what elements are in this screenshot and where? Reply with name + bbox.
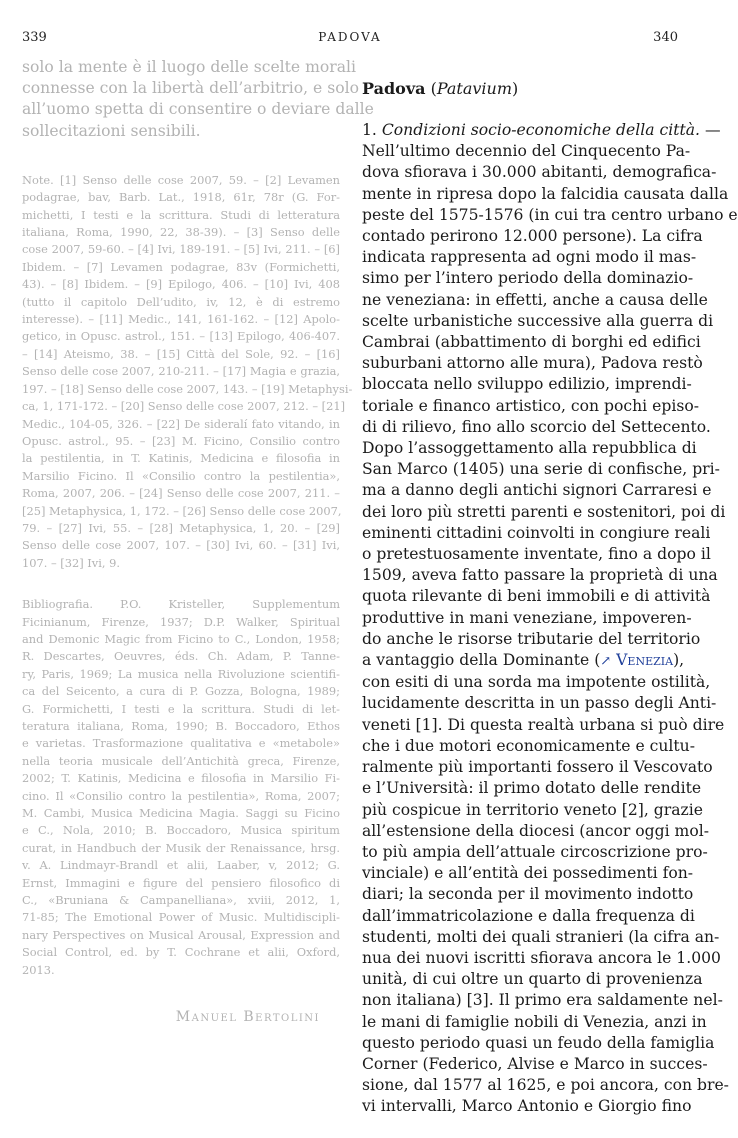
body-line: Cambrai (abbattimento di borghi ed edifici [362,333,701,352]
body-line: to più ampia dell’attuale circoscrizione pro- [362,842,708,861]
biblio-line: teratura italiana, Roma, 1990; B. Boccadoro, Ethos [22,719,340,733]
page-number-left: 339 [22,30,47,45]
note-line: Senso delle cose 2007, 107. – [30] Ivi, 60. – [31] Ivi, [22,538,340,553]
body-line: indicata rappresenta ad ogni modo il mas- [362,248,697,267]
note-line: la pestilentia, in T. Katinis, Medicina e filosofia in [22,451,340,466]
body-line: dova sfiorava i 30.000 abitanti, demografica- [362,163,717,182]
venezia-crossref-link[interactable] [600,651,673,669]
page-number-right: 340 [653,30,678,45]
biblio-line: C., «Bruniana & Campanelliana», xviii, 2012, 1, [22,893,340,908]
biblio-line: e C., Nola, 2010; B. Boccadoro, Musica spiritum [22,823,340,838]
note-line: Medic., 104-05, 326. – [22] De sideralí fato vitando, in [22,416,340,431]
right-column [362,78,738,1118]
body-line: do anche le risorse tributarie del territorio [362,629,701,648]
link-suffix: ), [673,651,685,670]
biblio-line: Social Control, ed. by T. Cochrane et alii, Oxford, [22,945,340,960]
biblio-line: e varietas. Trasformazione qualitativa e «metabole» [22,736,340,751]
body-line: vi intervalli, Marco Antonio e Giorgio fino [362,1097,692,1116]
body-line: di di rilievo, fino allo scorcio del Settecento. [362,417,711,436]
note-line: Marsilio Ficino. Il «Consilio contro la pestilentia», [22,468,340,483]
biblio-line: M. Cambi, Musica Medicina Magia. Saggi su Ficino [22,806,340,821]
body-line: veneti [1]. Di questa realtà urbana si può dire [362,715,725,734]
body-line: contado perirono 12.000 persone). La cifra [362,227,703,246]
body-line: sollecitazioni sensibili. [22,121,201,140]
biblio-line: curat, in Handbuch der Musik der Renaissance, hrsg. [22,840,340,855]
body-line: non italiana) [3]. Il primo era saldamente nel- [362,991,723,1010]
section-number: 1. [362,121,377,139]
body-line: che i due motori economicamente e cultu- [362,736,695,755]
body-line: bloccata nello sviluppo edilizio, imprendi- [362,375,692,394]
left-column [22,57,374,1026]
note-line: podagrae, bav, Barb. Lat., 1918, 61r, 78r (G. For- [22,190,340,205]
biblio-line: cino. Il «Consilio contro la pestilentia», Roma, 2007; [22,788,340,803]
body-line: Corner (Federico, Alvise e Marco in succes- [362,1054,708,1073]
body-line: dei loro più stretti parenti e sostenitori, poi di [362,502,726,521]
body-line: produttive in mani veneziane, impoveren- [362,608,692,627]
note-line: Ibidem. – [7] Levamen podagrae, 83v (Formichetti, [22,259,340,274]
body-line: toriale e financo artistico, con pochi episo- [362,396,699,415]
body-line: suburbani attorno alle mura), Padova restò [362,354,703,373]
note-line: ca, 1, 171-172. – [20] Senso delle cose 2007, 212. – [21] [22,399,346,414]
biblio-line: 71-85; The Emotional Power of Music. Multidiscipli- [22,910,340,925]
body-line: Dopo l’assoggettamento alla repubblica di [362,439,697,458]
body-line: connesse con la libertà dell’arbitrio, e solo [22,79,359,98]
entry-title-name: Padova [362,79,426,98]
body-line: solo la mente è il luogo delle scelte morali [22,58,357,76]
body-line: unità, di cui oltre un quarto di provenienza [362,970,703,989]
body-line: diari; la seconda per il movimento indotto [362,885,694,904]
note-line: getico, in Opusc. astrol., 151. – [13] Epilogo, 406-407. [22,329,340,344]
note-line: Roma, 2007, 206. – [24] Senso delle cose 2007, 211. – [22,486,340,501]
entry-title: Padova (Patavium) [362,79,519,98]
body-line: nua dei nuovi iscritti sfiorava ancora le 1.000 [362,948,721,967]
body-line: o pretestuosamente inventate, fino a dopo il [362,545,711,564]
body-line: peste del 1575-1576 (in cui tra centro urbano e [362,205,738,224]
note-line: Note. [1] Senso delle cose 2007, 59. – [2] Levamen [22,172,340,187]
body-line: e l’Università: il primo dotato delle rendite [362,779,702,798]
note-line: 107. – [32] Ivi, 9. [22,555,120,570]
note-line: (tutto il capitolo Dell’udito, iv, 12, è di estremo [22,294,340,309]
link-text: Venezia [616,651,674,670]
biblio-line: 2002; T. Katinis, Medicina e filosofia in Marsilio Fi- [22,771,340,786]
body-line: Nell’ultimo decennio del Cinquecento Pa- [362,142,691,161]
section-title: Condizioni socio-economiche della città. [381,121,701,139]
left-body [22,57,374,142]
biblio-line: 2013. [22,962,55,977]
biblio-line: v. A. Lindmayr-Brandl et alii, Laaber, v, 2012; G. [22,858,340,873]
note-line: Senso delle cose 2007, 210-211. – [17] Magia e grazia, [22,364,340,379]
body-line: scelte urbanistiche successive alla guerra di [362,311,714,330]
note-line: michetti, I testi e la scrittura. Studi di letteratura [22,207,340,222]
body-line: studenti, molti dei quali stranieri (la cifra an- [362,927,720,946]
body-line: quota rilevante di beni immobili e di attività [362,587,711,606]
body-line: ma a danno degli antichi signori Carraresi e [362,481,712,500]
arrow-northeast-icon: ↗ [600,654,612,670]
body-line: eminenti cittadini coinvolti in congiure reali [362,523,711,542]
body-line: questo periodo quasi un feudo della famiglia [362,1033,715,1052]
body-line: all’estensione della diocesi (ancor oggi mol- [362,821,709,840]
biblio-line: G. Formichetti, I testi e la scrittura. Studi di let- [22,701,340,716]
body-line: San Marco (1405) una serie di confische, pri- [362,460,720,479]
biblio-line: Ernst, Immagini e figure del pensiero filosofico di [22,875,340,890]
biblio-line: ca del Seicento, a cura di P. Gozza, Bologna, 1989; [22,684,340,699]
biblio-line: nary Perspectives on Musical Arousal, Expression and [22,927,340,942]
note-line: italiana, Roma, 1990, 22, 38-39). – [3] Senso delle [22,225,340,240]
section-heading [362,120,721,141]
bibliography-section [22,596,340,979]
author-signature: Manuel Bertolini [175,1009,320,1026]
link-prefix: a vantaggio della Dominante ( [362,651,601,670]
biblio-line: nella teoria musicale dell’Antichità greca, Firenze, [22,753,340,768]
notes-section [22,172,353,572]
biblio-line: Ficinianum, Firenze, 1937; D.P. Walker, Spiritual [22,614,340,629]
note-line: – [14] Ateismo, 38. – [15] Città del Sole, 92. – [16] [22,346,340,361]
biblio-line: ry, Paris, 1969; La musica nella Rivoluzione scientifi- [22,666,340,681]
body-line-with-link [362,650,685,672]
page-header [22,30,678,50]
biblio-line: and Demonic Magic from Ficino to C., London, 1958; [22,631,340,646]
body-line: simo per l’intero periodo della dominazio- [362,269,694,288]
note-line: 79. – [27] Ivi, 55. – [28] Metaphysica, 1, 20. – [29] [22,520,340,535]
body-line: lucidamente descritta in un passo degli Anti- [362,694,717,713]
body-line: vinciale) e all’entità dei possedimenti fon- [362,864,694,883]
body-line: con esiti di una sorda ma impotente ostilità, [362,673,711,692]
body-line: ne veneziana: in effetti, anche a causa delle [362,290,708,309]
note-line: [25] Metaphysica, 1, 172. – [26] Senso delle cose 2007, [22,503,342,518]
body-line: più cospicue in territorio veneto [2], grazie [362,800,703,819]
body-line: sione, dal 1577 al 1625, e poi ancora, con bre- [362,1076,729,1095]
body-line: all’uomo spetta di consentire o deviare dalle [22,100,374,119]
body-line: ralmente più importanti fossero il Vescovato [362,758,713,777]
body-line: mente in ripresa dopo la falcidia causata dalla [362,184,729,203]
note-line: 197. – [18] Senso delle cose 2007, 143. – [19] Metaphysi- [22,381,353,396]
biblio-line: Bibliografia. P.O. Kristeller, Supplementum [22,597,340,612]
body-line: dall’immatricolazione e dalla frequenza di [362,906,695,925]
note-line: Opusc. astrol., 95. – [23] M. Ficino, Consilio contro [22,433,340,448]
note-line: cose 2007, 59-60. – [4] Ivi, 189-191. – [5] Ivi, 211. – [6] [22,242,340,257]
note-line: 43). – [8] Ibidem. – [9] Epilogo, 406. – [10] Ivi, 408 [22,277,340,292]
body-line: le mani di famiglie nobili di Venezia, anzi in [362,1012,707,1031]
note-line: interesse). – [11] Medic., 141, 161-162. – [12] Apolo- [22,312,340,327]
body-line: 1509, aveva fatto passare la proprietà di una [362,566,718,585]
entry-title-latin: Patavium [436,79,513,98]
running-head: PADOVA [318,30,382,44]
section-dash: — [704,121,721,139]
biblio-line: R. Descartes, Oeuvres, éds. Ch. Adam, P. Tanne- [22,649,340,664]
